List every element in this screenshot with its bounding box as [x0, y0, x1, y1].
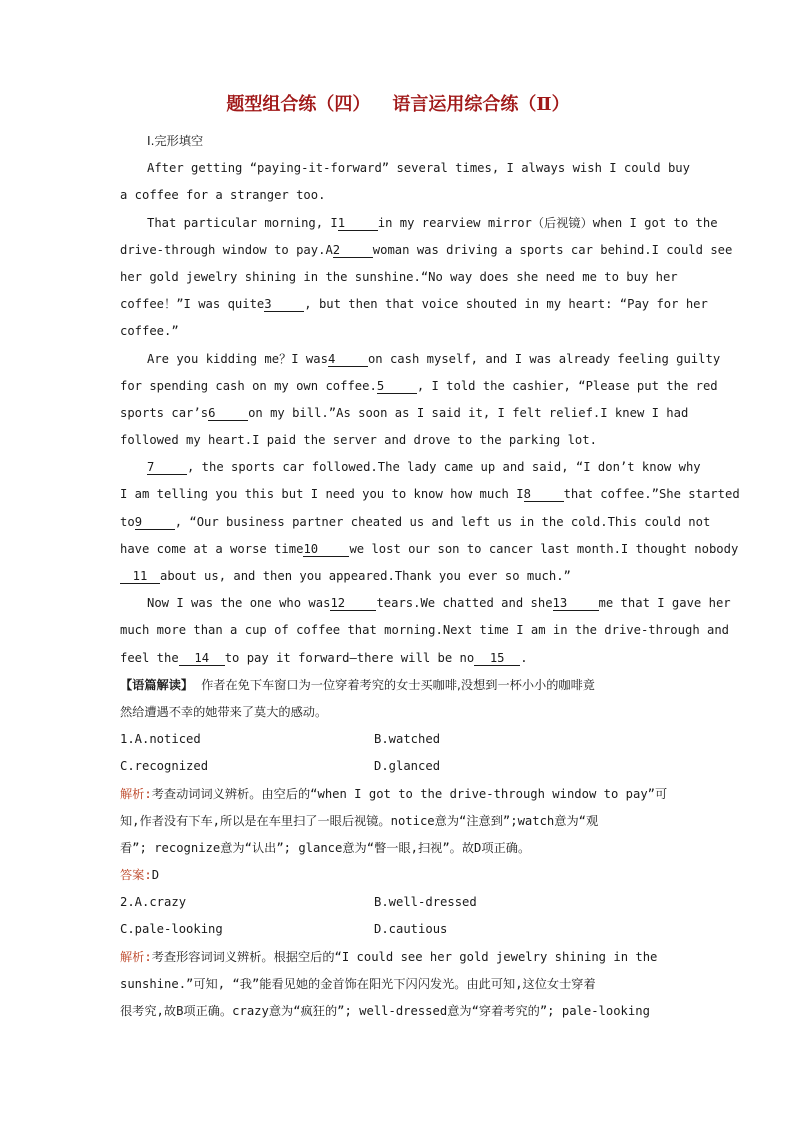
passage-line: to9 , “Our business partner cheated us and left us in the cold.This could not: [120, 514, 711, 529]
passage-line: Are you kidding me？I was4 on cash myself, and I was already feeling guilty: [147, 351, 721, 366]
interpretation-line: 【语篇解读】 作者在免下车窗口为一位穿着考究的女士买咖啡,没想到一杯小小的咖啡竟: [120, 677, 595, 692]
analysis-line: sunshine.”可知, “我”能看见她的金首饰在阳光下闪闪发光。由此可知,这位女士穿着: [120, 976, 596, 991]
answer-label: 答案:: [120, 868, 152, 883]
passage-line: her gold jewelry shining in the sunshine.“No way does she need me to buy her: [120, 269, 678, 284]
analysis-line: 解析:考查动词词义辨析。由空后的“when I got to the drive-through window to pay”可: [120, 786, 668, 801]
blank-15[interactable]: 15: [474, 651, 520, 666]
blank-12[interactable]: 12: [330, 596, 376, 611]
option-a[interactable]: 1.A.noticed: [120, 732, 201, 747]
passage-line: followed my heart.I paid the server and drove to the parking lot.: [120, 433, 597, 448]
analysis-line: 看”; recognize意为“认出”; glance意为“瞥一眼,扫视”。故D项正确。: [120, 840, 531, 855]
passage-line: coffee.”: [120, 324, 179, 339]
passage-line: After getting “paying-it-forward” several times, I always wish I could buy: [147, 161, 690, 176]
document-page: [120, 92, 740, 1025]
passage-line: much more than a cup of coffee that morning.Next time I am in the drive-through and: [120, 623, 730, 638]
option-d[interactable]: D.cautious: [374, 922, 448, 937]
passage-line: feel the 14 to pay it forward—there will be no 15 .: [120, 650, 528, 665]
section-heading: Ⅰ.完形填空: [147, 134, 204, 148]
option-row: [120, 889, 676, 916]
blank-4[interactable]: 4: [328, 352, 368, 367]
passage-line: 11 about us, and then you appeared.Thank you ever so much.”: [120, 563, 676, 590]
option-b[interactable]: B.well-dressed: [374, 895, 477, 910]
passage-line: That particular morning, I1 in my rearview mirror（后视镜）when I got to the: [147, 215, 718, 230]
passage-line: I am telling you this but I need you to know how much I8 that coffee.”She started: [120, 487, 740, 502]
passage-line: for spending cash on my own coffee.5 , I told the cashier, “Please put the red: [120, 378, 718, 393]
interpretation-label: 【语篇解读】: [120, 677, 194, 692]
blank-13[interactable]: 13: [553, 596, 599, 611]
option-a[interactable]: 2.A.crazy: [120, 895, 187, 910]
passage-line: drive-through window to pay.A2 woman was driving a sports car behind.I could see: [120, 242, 733, 257]
analysis-line: 解析:考查形容词词义辨析。根据空后的“I could see her gold jewelry shining in the: [120, 949, 658, 964]
analysis-line: 很考究,故B项正确。crazy意为“疯狂的”; well-dressed意为“穿着考究的”; pale-looking: [120, 1004, 650, 1018]
option-d[interactable]: D.glanced: [374, 759, 441, 774]
passage-line: have come at a worse time10 we lost our son to cancer last month.I thought nobody: [120, 541, 739, 556]
title-part-2: 语言运用综合练（Ⅱ）: [392, 94, 570, 115]
option-c[interactable]: C.recognized: [120, 759, 209, 774]
answer-value: D: [151, 868, 160, 883]
blank-8[interactable]: 8: [524, 487, 564, 502]
blank-2[interactable]: 2: [333, 243, 373, 258]
answer-line: [120, 862, 676, 889]
blank-5[interactable]: 5: [377, 379, 417, 394]
option-b[interactable]: B.watched: [374, 732, 441, 747]
option-c[interactable]: C.pale-looking: [120, 922, 223, 937]
blank-10[interactable]: 10: [303, 542, 349, 557]
blank-11[interactable]: 11: [120, 569, 160, 584]
passage-line: sports car’s6 on my bill.”As soon as I said it, I felt relief.I knew I had: [120, 405, 689, 420]
blank-6[interactable]: 6: [208, 406, 248, 421]
passage-line: coffee！”I was quite3 , but then that voice shouted in my heart: “Pay for her: [120, 297, 708, 312]
blank-1[interactable]: 1: [338, 216, 378, 231]
passage-line: 7 , the sports car followed.The lady came up and said, “I don’t know why: [147, 460, 701, 475]
blank-9[interactable]: 9: [135, 515, 175, 530]
interpretation-line: 然给遭遇不幸的她带来了莫大的感动。: [120, 704, 328, 719]
passage-line: a coffee for a stranger too.: [120, 188, 326, 203]
blank-14[interactable]: 14: [179, 651, 225, 666]
analysis-line: 知,作者没有下车,所以是在车里扫了一眼后视镜。notice意为“注意到”;watch意为“观: [120, 813, 599, 828]
option-row: [120, 726, 676, 753]
option-row: [120, 916, 676, 943]
blank-7[interactable]: 7: [147, 460, 187, 475]
option-row: [120, 753, 676, 780]
analysis-label: 解析:: [120, 949, 152, 964]
page-title: [120, 92, 676, 118]
passage-line: Now I was the one who was12 tears.We chatted and she13 me that I gave her: [147, 596, 731, 611]
title-part-1: 题型组合练（四）: [226, 94, 371, 115]
blank-3[interactable]: 3: [264, 297, 304, 312]
analysis-label: 解析:: [120, 786, 152, 801]
